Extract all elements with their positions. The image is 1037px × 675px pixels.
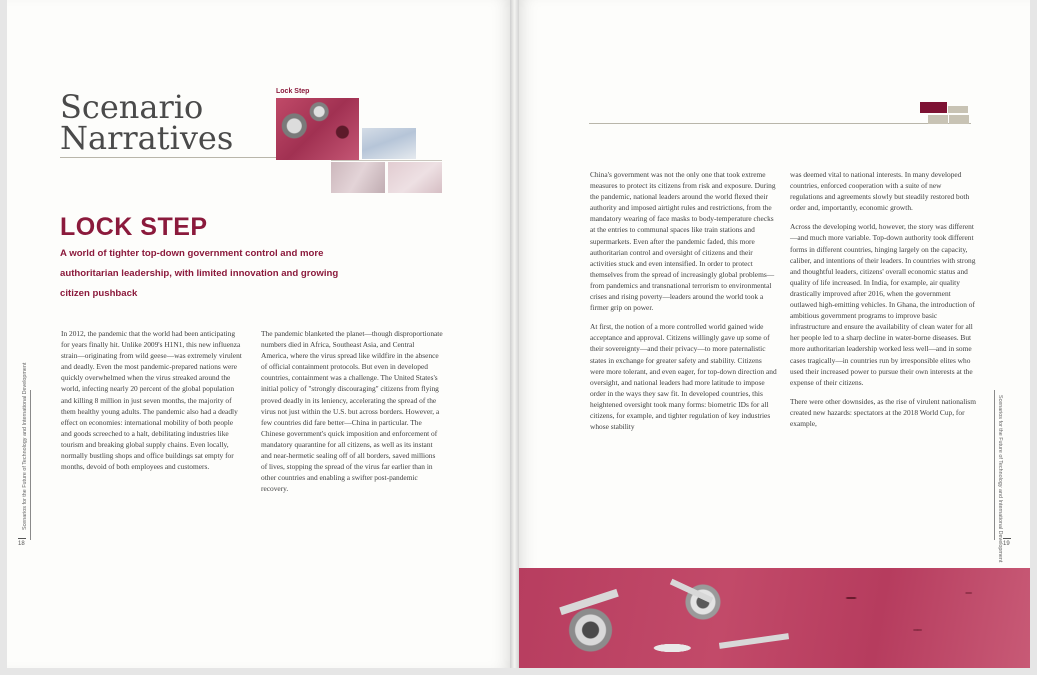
book-gutter [510, 0, 519, 668]
right-body-column-2 [790, 169, 976, 429]
left-body-column-2 [261, 328, 443, 494]
left-vertical-bar [30, 390, 31, 540]
paragraph: The pandemic blanketed the planet—though disproportionate numbers died in Africa, Southeast Asia, and Central America, where the virus spread like wildfire in the absence of official containment protocols. But even in developed countries, containment was a challenge. The United States's initial policy of "strongly discouraging" citizens from flying proved deadly in its leniency, accelerating the spread of the virus not just within the U.S. but across borders. However, a few countries did fare better—China in particular. The Chinese government's quick imposition and enforcement of mandatory quarantine for all citizens, as well as its instant and near-hermetic sealing off of all borders, saved millions of lives, stopping the spread of the virus far earlier than in other countries and enabling a swifter post-pandemic recovery. [261, 329, 443, 494]
accent-block-tan [949, 115, 969, 124]
lock-step-thumbnail [276, 98, 359, 160]
scenario-thumbnail-4 [388, 162, 442, 193]
paragraph: In 2012, the pandemic that the world had been anticipating for years finally hit. Unlike 2009's H1N1, this new influenza strain—originating from wild geese—was extremely virulent and deadly. Even the most pandemic-prepared nations were quickly overwhelmed when the virus streaked around the world, infecting nearly 20 percent of the global population and killing 8 million in just seven months, the majority of them healthy young adults. The pandemic also had a deadly effect on economies: international mobility of both people and goods screeched to a halt, debilitating industries like tourism and breaking global supply chains. Even locally, normally bustling shops and office buildings sat empty for months, devoid of both employees and customers. [61, 329, 242, 472]
thumbnail-label: Lock Step [276, 88, 310, 95]
camera-mount [670, 579, 713, 603]
camera-mount [559, 589, 619, 615]
left-vertical-caption: Scenarios for the Future of Technology and International Development [22, 362, 28, 530]
left-page-number: 18 [18, 541, 25, 547]
right-body-column-1 [590, 169, 777, 432]
right-header-rule [589, 123, 971, 124]
right-page-number-tick [1003, 538, 1011, 539]
scenario-heading: LOCK STEP [60, 213, 208, 241]
paragraph: was deemed vital to national interests. In many developed countries, enforced cooperation with a suite of new regulations and agreements slowly but steadily restored both order and, importantly, economic growth. [790, 170, 970, 213]
accent-block-tan [928, 115, 948, 124]
thumbnail-rule [331, 160, 442, 161]
scenario-subtitle: A world of tighter top-down government control and more authoritarian leadership, with limited innovation and growing citizen pushback [60, 248, 339, 299]
paragraph: At first, the notion of a more controlled world gained wide acceptance and approval. Citizens willingly gave up some of their sovereignty—and their privacy—to more paternalistic states in exchange for greater safety and stability. Citizens were more tolerant, and even eager, for top-down direction and oversight, and national leaders had more latitude to impose order in the ways they saw fit. In developed countries, this heightened oversight took many forms: biometric IDs for all citizens, for example, and tighter regulation of key industries whose stability [590, 322, 777, 432]
right-page-number: 19 [1003, 541, 1010, 547]
paragraph: China's government was not the only one that took extreme measures to protect its citizens from risk and exposure. During the pandemic, national leaders around the world flexed their authority and imposed airtight rules and restrictions, from the mandatory wearing of face masks to body-temperature checks at the entries to communal spaces like train stations and supermarkets. Even after the pandemic faded, this more authoritarian control and oversight of citizens and their activities stuck and even intensified. In order to protect themselves from the spread of increasingly global problems—from pandemics and transnational terrorism to environmental crises and rising poverty—leaders around the world took a firmer grip on power. [590, 170, 776, 313]
section-title [60, 88, 290, 157]
surveillance-cameras-photo [519, 568, 1030, 668]
left-page-number-tick [18, 538, 26, 539]
left-body-column-1 [61, 328, 245, 472]
right-vertical-bar [994, 390, 995, 540]
accent-block-tan [948, 106, 968, 113]
accent-block-maroon [920, 102, 947, 113]
paragraph: Across the developing world, however, the story was different—and much more variable. Top-down authority took different forms in different countries, hinging largely on the capacity, caliber, and intentions of their leaders. In countries with strong and thoughtful leaders, citizens' overall economic status and quality of life increased. In India, for example, air quality drastically improved after 2016, when the government outlawed high-emitting vehicles. In Ghana, the introduction of ambitious government programs to improve basic infrastructure and ensure the availability of clean water for all her people led to a sharp decline in water-borne diseases. But more authoritarian leadership worked less well—and in some cases tragically—in countries run by irresponsible elites who used their increased power to pursue their own interests at the expense of their citizens. [790, 222, 976, 387]
camera-mount [719, 633, 789, 649]
right-vertical-caption: Scenarios for the Future of Technology and International Development [997, 395, 1003, 563]
section-title-line2: Narratives [60, 119, 234, 157]
scenario-thumbnail-2 [362, 128, 416, 159]
paragraph: There were other downsides, as the rise of virulent nationalism created new hazards: spectators at the 2018 World Cup, for example, [790, 396, 976, 428]
scenario-thumbnail-3 [331, 162, 385, 193]
section-title-line1: Scenario [60, 88, 204, 126]
